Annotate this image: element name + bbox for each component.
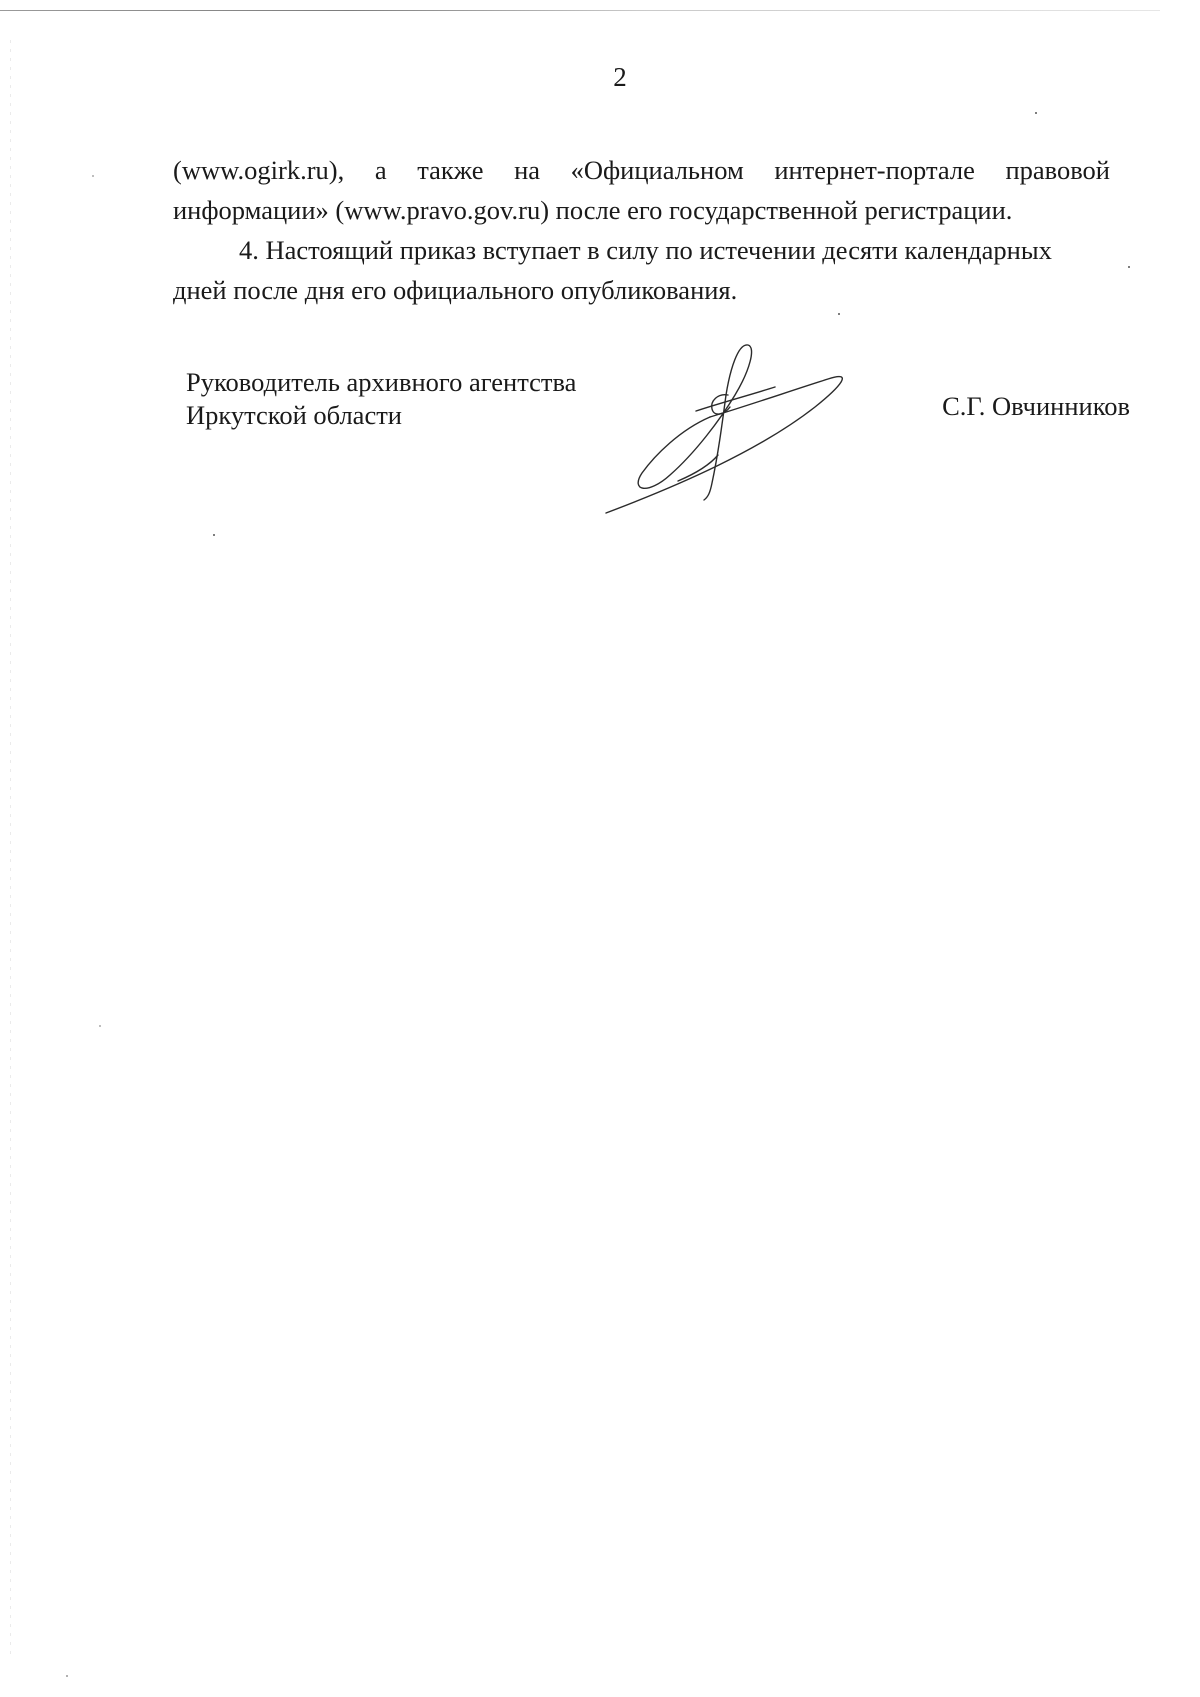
scan-speck: [66, 1675, 68, 1677]
signatory-position: [186, 366, 576, 432]
paragraph-publication-line-2: информации» (www.pravo.gov.ru) после его государственной регистрации.: [173, 195, 1013, 225]
paragraph-effective-date: [173, 230, 1110, 310]
scan-top-edge: [0, 10, 1160, 11]
paragraph-publication: [173, 150, 1110, 230]
scan-speck: [92, 175, 94, 177]
signature-stroke-long-sweep: [606, 377, 842, 513]
paragraph-effective-date-line-2: дней после дня его официального опубликования.: [173, 275, 738, 305]
signatory-position-line-1: Руководитель архивного агентства: [186, 367, 577, 397]
scan-speck: [1035, 112, 1037, 114]
scan-speck: [99, 1025, 101, 1027]
paragraph-publication-line-1: (www.ogirk.ru), а также на «Официальном интернет-портале правовой: [173, 155, 1110, 185]
paragraph-effective-date-line-1: 4. Настоящий приказ вступает в силу по истечении десяти календарных: [239, 235, 1052, 265]
document-body: [173, 150, 1110, 310]
page-number: 2: [613, 62, 627, 92]
scan-speck: [838, 313, 840, 315]
signatory-position-line-2: Иркутской области: [186, 400, 402, 430]
scan-speck: [1128, 266, 1130, 268]
scan-speck: [213, 534, 215, 536]
scan-left-edge: [10, 40, 11, 1660]
signature-stroke-cross: [696, 387, 775, 411]
handwritten-signature: [600, 335, 900, 520]
signatory-name: С.Г. Овчинников: [942, 391, 1130, 421]
